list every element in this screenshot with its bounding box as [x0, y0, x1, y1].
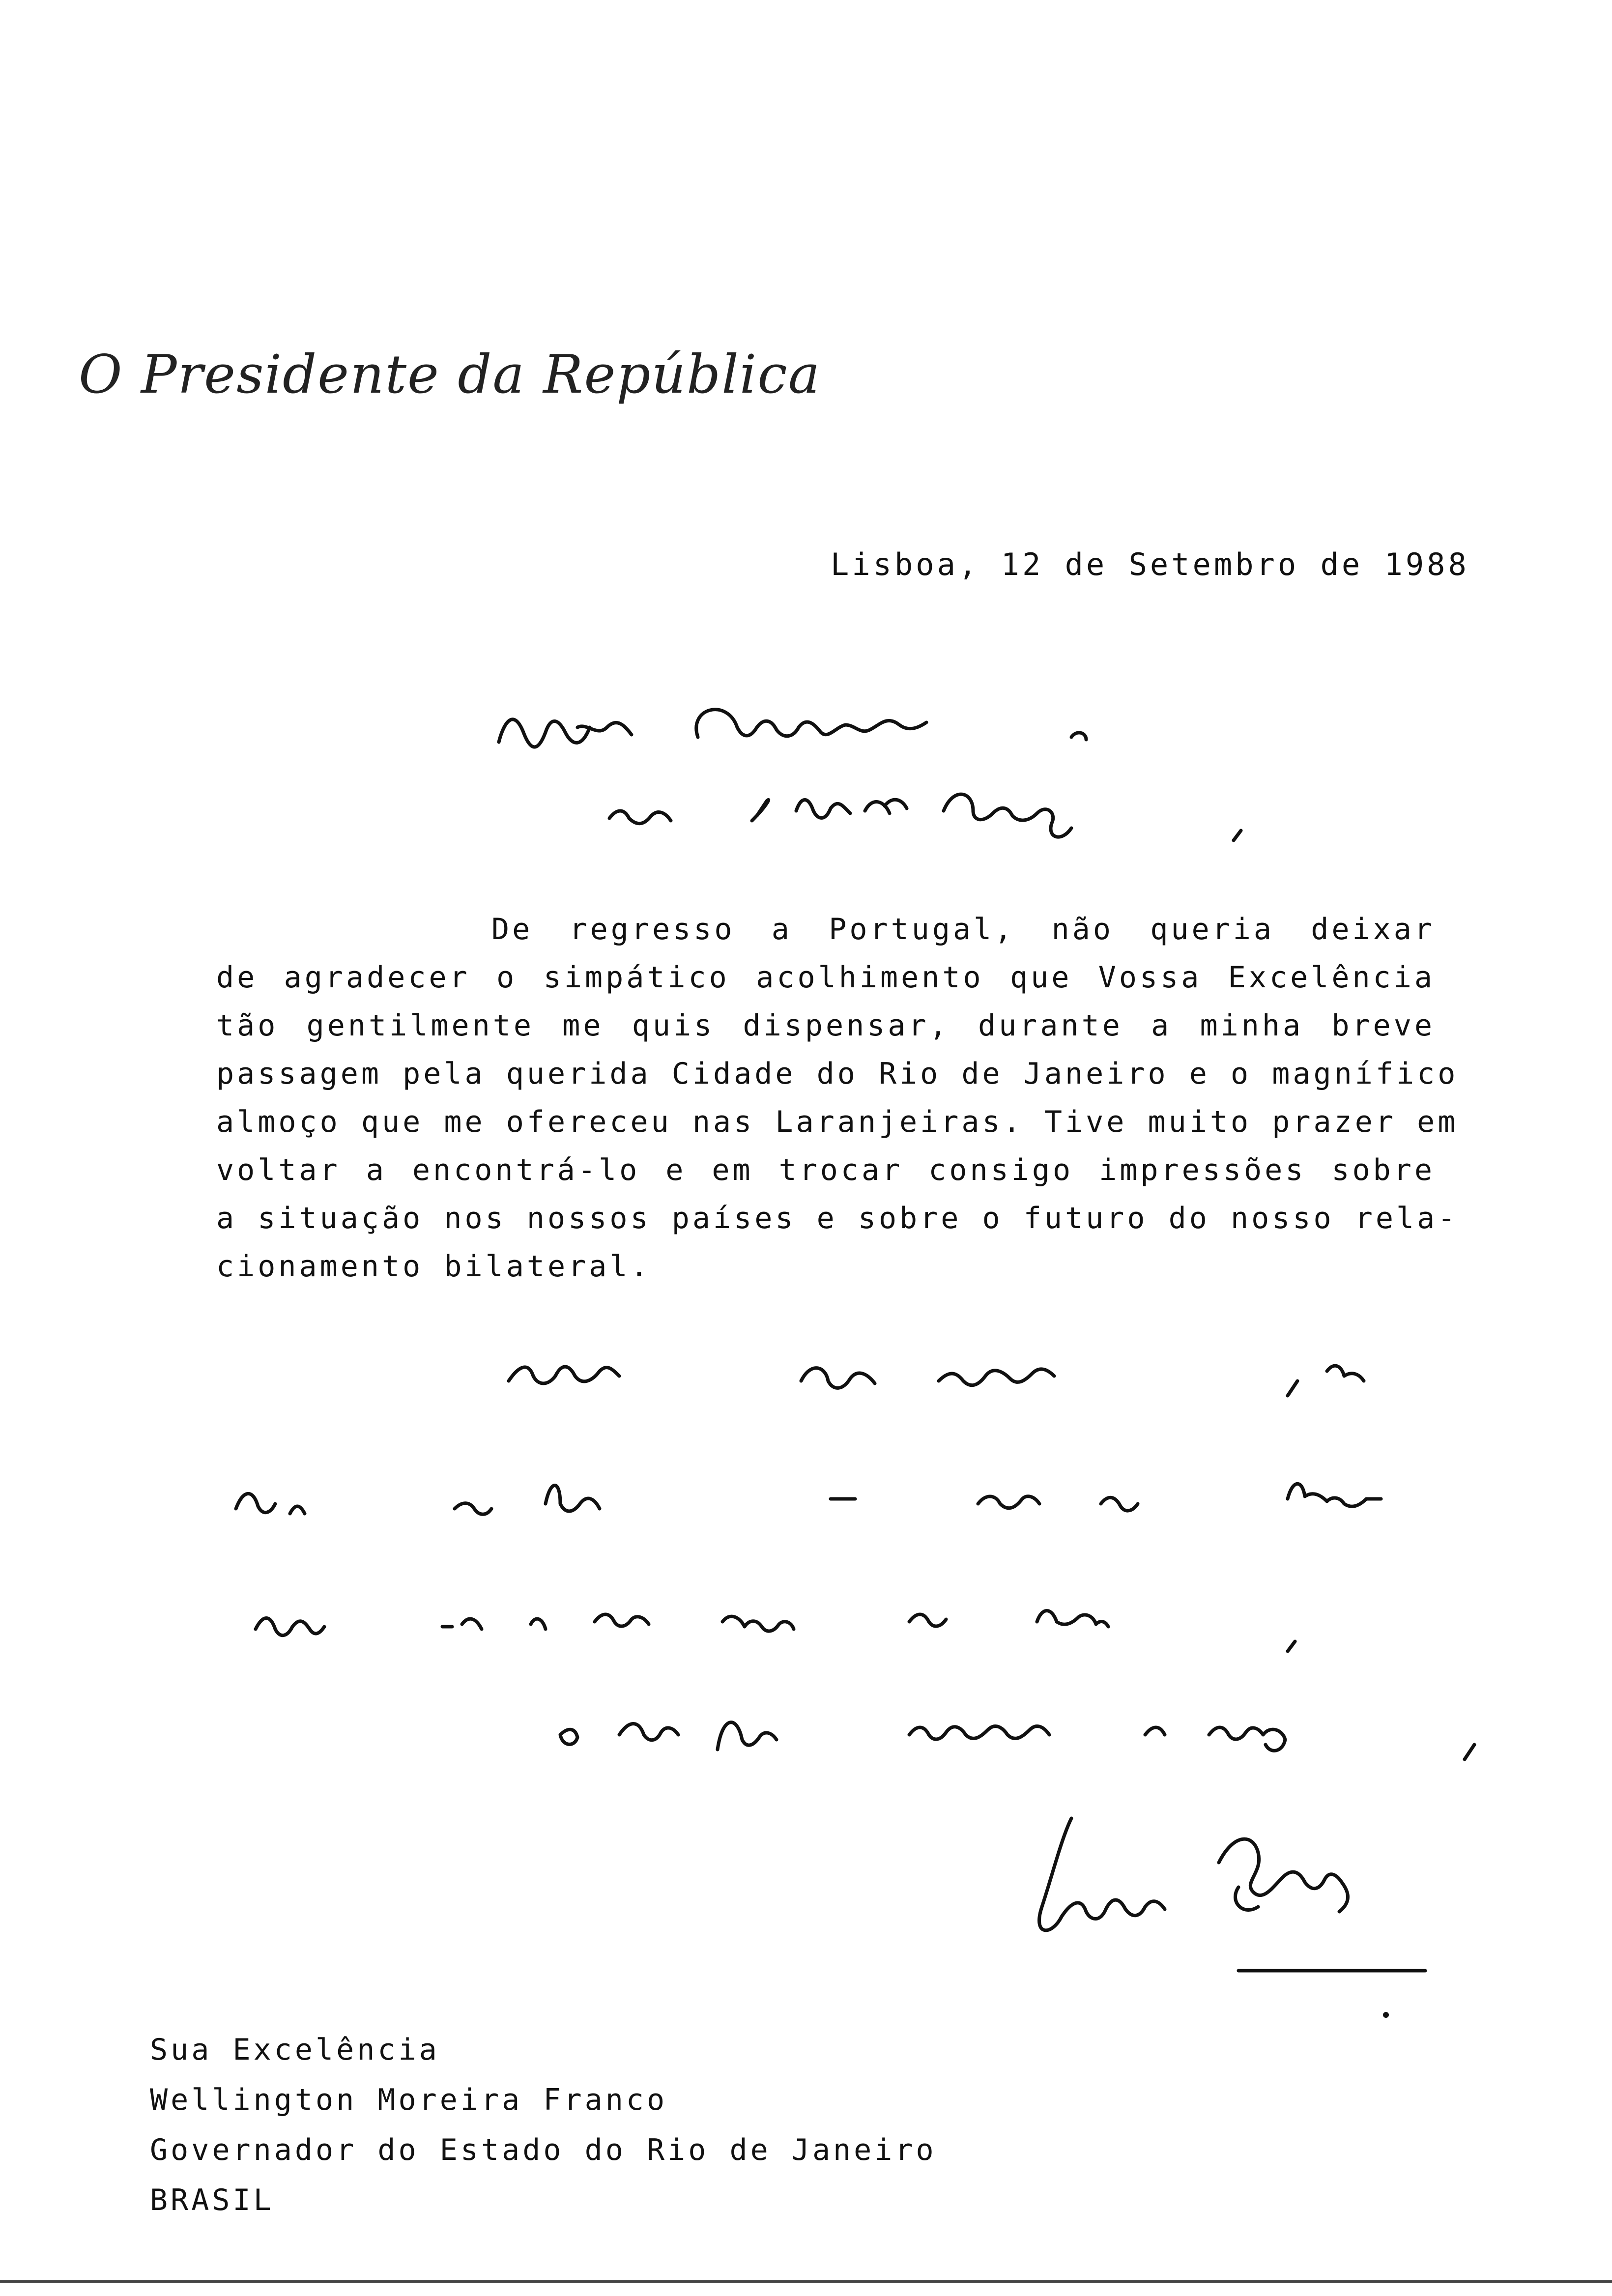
- address-line: Sua Excelência: [150, 2033, 440, 2067]
- signature-dot: [1383, 2012, 1389, 2018]
- address-line: BRASIL: [150, 2183, 274, 2217]
- address-line: Wellington Moreira Franco: [150, 2083, 668, 2117]
- letter-body: [216, 905, 1459, 1291]
- dateline: Lisboa, 12 de Setembro de 1988: [831, 546, 1469, 582]
- handwritten-closing-line-3: [256, 1611, 1295, 1652]
- body-line: a situação nos nossos países e sobre o futuro do nosso rela-: [216, 1201, 1459, 1235]
- address-line: Governador do Estado do Rio de Janeiro: [150, 2133, 937, 2167]
- body-line: voltar a encontrá-lo e em trocar consigo impressões sobre: [216, 1153, 1435, 1187]
- handwritten-salutation-line-2: [609, 794, 1241, 840]
- body-line: almoço que me ofereceu nas Laranjeiras. Tive muito prazer em: [216, 1105, 1459, 1139]
- handwritten-closing-line-1: [509, 1366, 1364, 1396]
- recipient-address: [150, 2025, 937, 2225]
- body-line: cionamento bilateral.: [216, 1249, 651, 1284]
- handwritten-salutation-line-1: [499, 710, 1086, 747]
- body-line: tão gentilmente me quis dispensar, durante a minha breve: [216, 1008, 1435, 1043]
- body-line: passagem pela querida Cidade do Rio de Janeiro e o magnífico: [216, 1057, 1459, 1091]
- letterhead: O Presidente da República: [79, 344, 821, 405]
- handwritten-closing-line-4: [560, 1722, 1474, 1759]
- body-line: De regresso a Portugal, não queria deixar: [491, 912, 1435, 947]
- body-line: de agradecer o simpático acolhimento que Vossa Excelência: [216, 960, 1435, 995]
- handwritten-closing-line-2: [236, 1484, 1381, 1514]
- bottom-rule: [0, 2280, 1612, 2283]
- signature: [1039, 1818, 1348, 1930]
